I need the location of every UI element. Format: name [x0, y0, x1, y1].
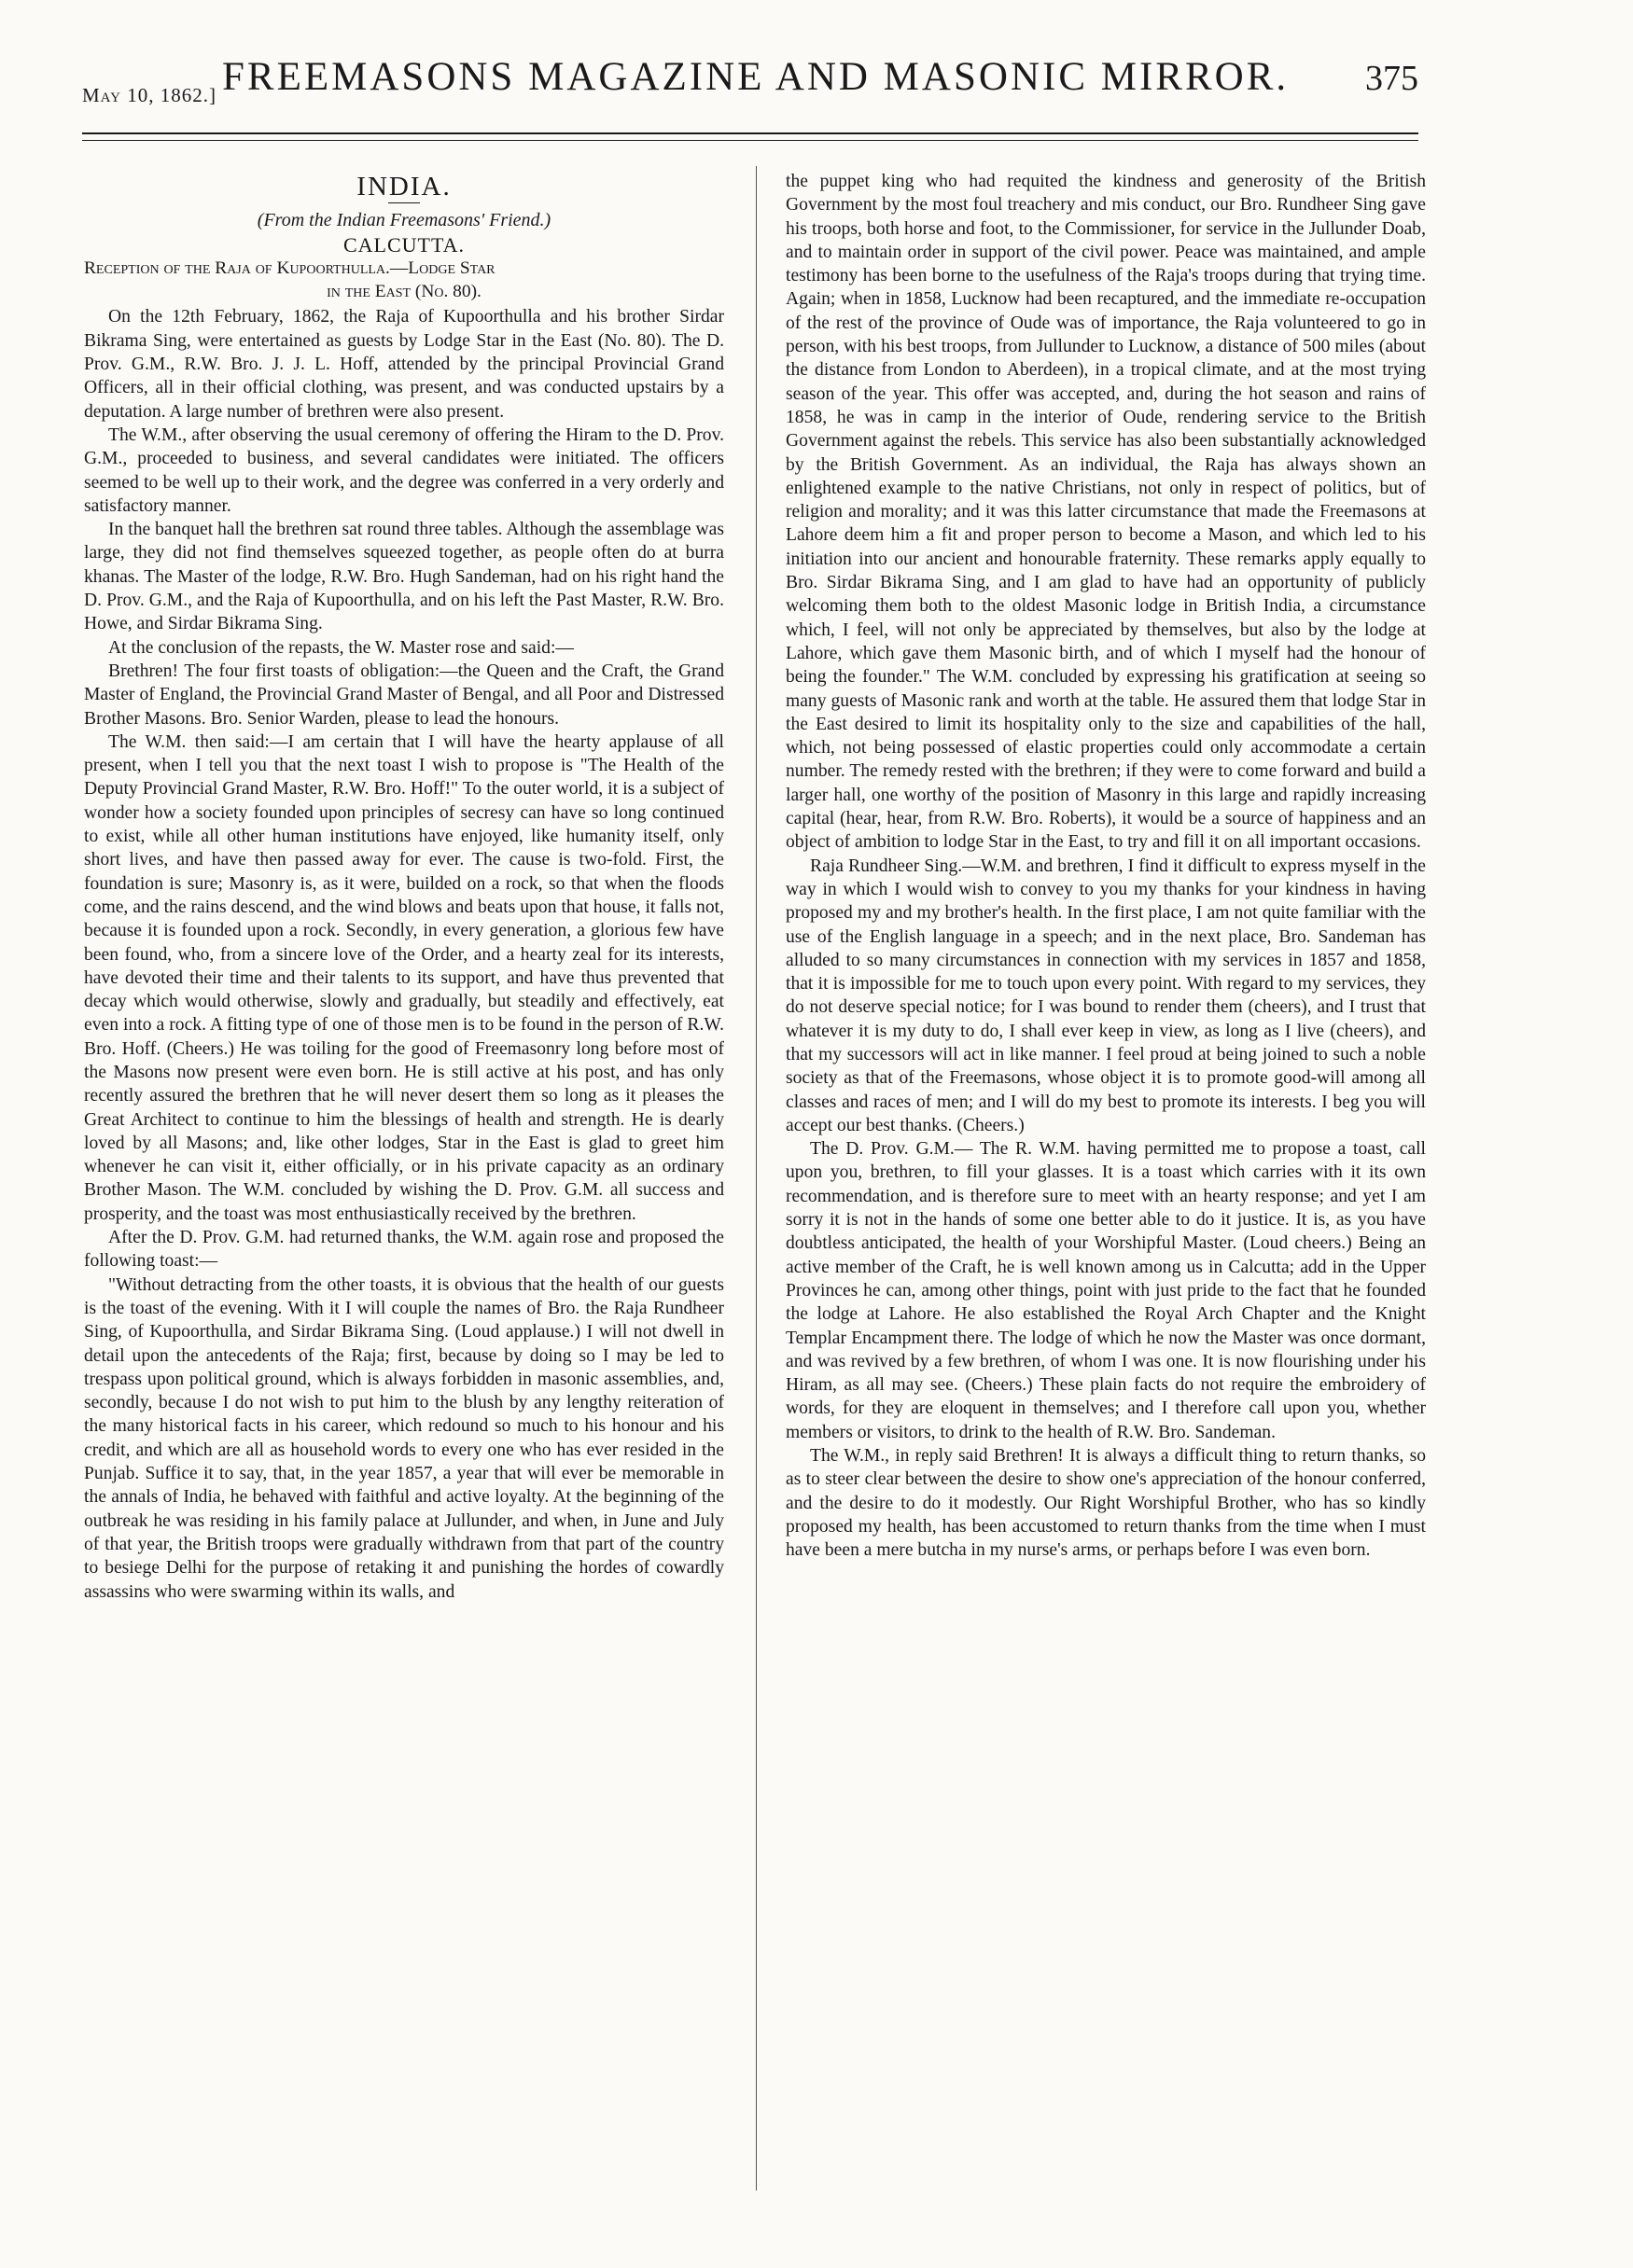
issue-date: May 10, 1862.] [82, 84, 216, 106]
page-header [82, 54, 1418, 121]
paragraph: The W.M., after observing the usual ceremony of offering the Hiram to the D. Prov. G.M., proceeded to business, and several candidates were initiated. The officers seemed to be well up to their work, and the degree was conferred in a very orderly and satisfactory manner. [84, 424, 724, 516]
paragraph: the puppet king who had requited the kindness and generosity of the British Government by the most foul treachery and mis conduct, our Bro. Rundheer Sing gave his troops, both horse and foot, to the Commissioner, for service in the Jullunder Doab, and to maintain order in support of the civil power. Peace was maintained, and ample testimony has been borne to the usefulness of the Raja's troops during that trying time. Again; when in 1858, Lucknow had been recaptured, and the immediate re-occupation of the rest of the province of Oude was of importance, the Raja volunteered to go in person, with his best troops, from Jullunder to Lucknow, a distance of 500 miles (about the distance from London to Aberdeen), in a tropical climate, and at the most trying season of the year. This offer was accepted, and, during the hot season and rains of 1858, he was in camp in the interior of Oude, rendering service to the British Government against the rebels. This service has also been substantially acknowledged by the British Government. As an individual, the Raja has always shown an enlightened example to the native Christians, not only in respect of politics, but of religion and morality; and it was this latter circumstance that made the Freemasons at Lahore deem him a fit and proper person to become a Mason, and which led to his initiation into our ancient and honourable fraternity. These remarks apply equally to Bro. Sirdar Bikrama Sing, and I am glad to have had an opportunity of publicly welcoming them both to the oldest Masonic lodge in British India, a circumstance which, I feel, will not only be appreciated by themselves, but also by the lodge at Lahore, which gave them Masonic birth, and of which I myself had the honour of being the founder." The W.M. concluded by expressing his gratification at seeing so many guests of Masonic rank and worth at the table. He assured them that lodge Star in the East desired to limit its hospitality only to the size and capabilities of the hall, which, not being possessed of elastic properties could only accommodate a certain number. The remedy rested with the brethren; if they were to come forward and build a larger hall, one worthy of the position of Masonry in this large and rapidly increasing capital (hear, hear, from R.W. Bro. Roberts), it would be a source of happiness and an object of ambition to lodge Star in the East, to try and fill it on all important occasions. [786, 172, 1426, 853]
paragraph: "Without detracting from the other toasts, it is obvious that the health of our guests is the toast of the evening. With it I will couple the names of Bro. the Raja Rundheer Sing, of Kupoorthulla, and Sirdar Bikrama Sing. (Loud applause.) I will not dwell in detail upon the antecedents of the Raja; first, because by doing so I may be led to trespass upon political ground, which is always forbidden in masonic assemblies, and, secondly, because I do not wish to put him to the blush by any lengthy reiteration of the many historical facts in his career, which redound so much to his honour and his credit, and which are all as household words to every one who has ever resided in the Punjab. Suffice it to say, that, in the year 1857, a year that will ever be memorable in the annals of India, he behaved with faithful and active loyalty. At the beginning of the outbreak he was residing in his family palace at Jullunder, and when, in June and July of that year, the British troops were gradually withdrawn from that part of the country to besiege Delhi for the purpose of retaking it and punishing the hordes of cowardly assassins who were swarming within its walls, and [84, 1274, 724, 1602]
header-rule-thin [82, 140, 1418, 141]
paragraph: After the D. Prov. G.M. had returned thanks, the W.M. again rose and proposed the following toast:— [84, 1228, 724, 1272]
article-subheading-cont: in the East (No. 80). [327, 282, 482, 302]
paragraph: The D. Prov. G.M.— The R. W.M. having permitted me to propose a toast, call upon you, brethren, to fill your glasses. It is a toast which carries with it its own recommendation, and is therefore sure to meet with an hearty response; and yet I am sorry it is not in the hands of some one better able to do it justice. It is, as you have doubtless anticipated, the health of your Worshipful Master. (Loud cheers.) Being an active member of the Craft, he is well known among us in Calcutta; add in the Upper Provinces he can, among other things, point with just pride to the fact that he founded the lodge at Lahore. He also established the Royal Arch Chapter and the Knight Templar Encampment there. The lodge of which he now the Master was once dormant, and was revived by a few brethren, of whom I was one. It is now flourishing under his Hiram, as all may see. (Cheers.) These plain facts do not require the embroidery of words, for they are eloquent in themselves; and I therefore call upon you, whether members or visitors, to drink to the health of R.W. Bro. Sandeman. [786, 1139, 1426, 1442]
paragraph: The W.M. then said:—I am certain that I will have the hearty applause of all present, when I tell you that the next toast I wish to propose is "The Health of the Deputy Provincial Grand Master, R.W. Bro. Hoff!" To the outer world, it is a subject of wonder how a society founded upon principles of secresy can have so long continued to exist, while all other human institutions have enjoyed, like humanity itself, only short lives, and have then passed away for ever. The cause is two-fold. First, the foundation is sure; Masonry is, as it were, builded on a rock, so that when the floods come, and the rains descend, and the wind blows and beats upon that house, it falls not, because it is founded upon a rock. Secondly, in every generation, a glorious few have been found, who, from a sincere love of the Order, and a hearty zeal for its interests, have devoted their time and their talents to its support, and have thus prevented that decay which would otherwise, slowly and gradually, but steadily and effectively, eat even into a rock. A fitting type of one of those men is to be found in the person of R.W. Bro. Hoff. (Cheers.) He was toiling for the good of Freemasonry long before most of the Masons now present were even born. He is still active at his post, and has only recently assured the brethren that he will never desert them so long as it pleases the Great Architect to continue to him the blessings of health and strength. He is dearly loved by all Masons; and, like other lodges, Star in the East is glad to greet him whenever he can visit it, either officially, or in his private capacity as an ordinary Brother Mason. The W.M. concluded by wishing the D. Prov. G.M. all success and prosperity, and the toast was most enthusiastically received by the brethren. [84, 731, 724, 1224]
paragraph: In the banquet hall the brethren sat round three tables. Although the assemblage was large, they did not find themselves squeezed together, as people often do at burra khanas. The Master of the lodge, R.W. Bro. Hugh Sandeman, had on his right hand the D. Prov. G.M., and the Raja of Kupoorthulla, and on his left the Past Master, R.W. Bro. Howe, and Sirdar Bikrama Sing. [84, 520, 724, 634]
title-rule [388, 202, 420, 203]
paragraph: Raja Rundheer Sing.—W.M. and brethren, I find it difficult to express myself in the way in which I would wish to convey to you my thanks for your kindness in having proposed my and my brother's health. In the first place, I am not quite familiar with the use of the English language in a speech; and in the next place, Bro. Sandeman has alluded to so many circumstances in connection with my services in 1857 and 1858, that it is impossible for me to touch upon every point. With regard to my services, they do not deserve special notice; for I was bound to render them (cheers), and I trust that whatever it is my duty to do, I shall ever keep in view, as long as I live (cheers), and that my successors will act in like manner. I feel proud at being joined to such a noble society as that of the Freemasons, whose object it is to promote good-will among all classes and races of men; and I will do my best to promote its interests. I beg you will accept our best thanks. (Cheers.) [786, 856, 1426, 1135]
column-right [786, 170, 1426, 2204]
article-source: (From the Indian Freemasons' Friend.) [257, 210, 551, 231]
publication-title: FREEMASONS MAGAZINE AND MASONIC MIRROR. [222, 55, 1290, 99]
column-divider [756, 166, 757, 2191]
article-title: INDIA. [356, 172, 452, 202]
article-subheading: Reception of the Raja of Kupoorthulla.—Lodge Star [84, 257, 495, 278]
article-place: CALCUTTA. [342, 232, 466, 257]
paragraph: At the conclusion of the repasts, the W. Master rose and said:— [108, 637, 574, 658]
column-left [84, 170, 724, 2204]
paragraph: On the 12th February, 1862, the Raja of Kupoorthulla and his brother Sirdar Bikrama Sing, were entertained as guests by Lodge Star in the East (No. 80). The D. Prov. G.M., R.W. Bro. J. J. L. Hoff, attended by the principal Provincial Grand Officers, all in their official clothing, was present, and was conducted upstairs by a deputation. A large number of brethren were also present. [84, 307, 724, 422]
paragraph: Brethren! The four first toasts of obligation:—the Queen and the Craft, the Grand Master of England, the Provincial Grand Master of Bengal, and all Poor and Distressed Brother Masons. Bro. Senior Warden, please to lead the honours. [84, 661, 724, 729]
page-number: 375 [1365, 59, 1418, 98]
paragraph: The W.M., in reply said Brethren! It is always a difficult thing to return thanks, so as to steer clear between the desire to show one's appreciation of the honour conferred, and the desire to do it modestly. Our Right Worshipful Brother, who has so kindly proposed my health, has been accustomed to return thanks from the time when I must have been a mere butcha in my nurse's arms, or perhaps before I was even born. [786, 1446, 1426, 1561]
header-rule [82, 132, 1418, 134]
